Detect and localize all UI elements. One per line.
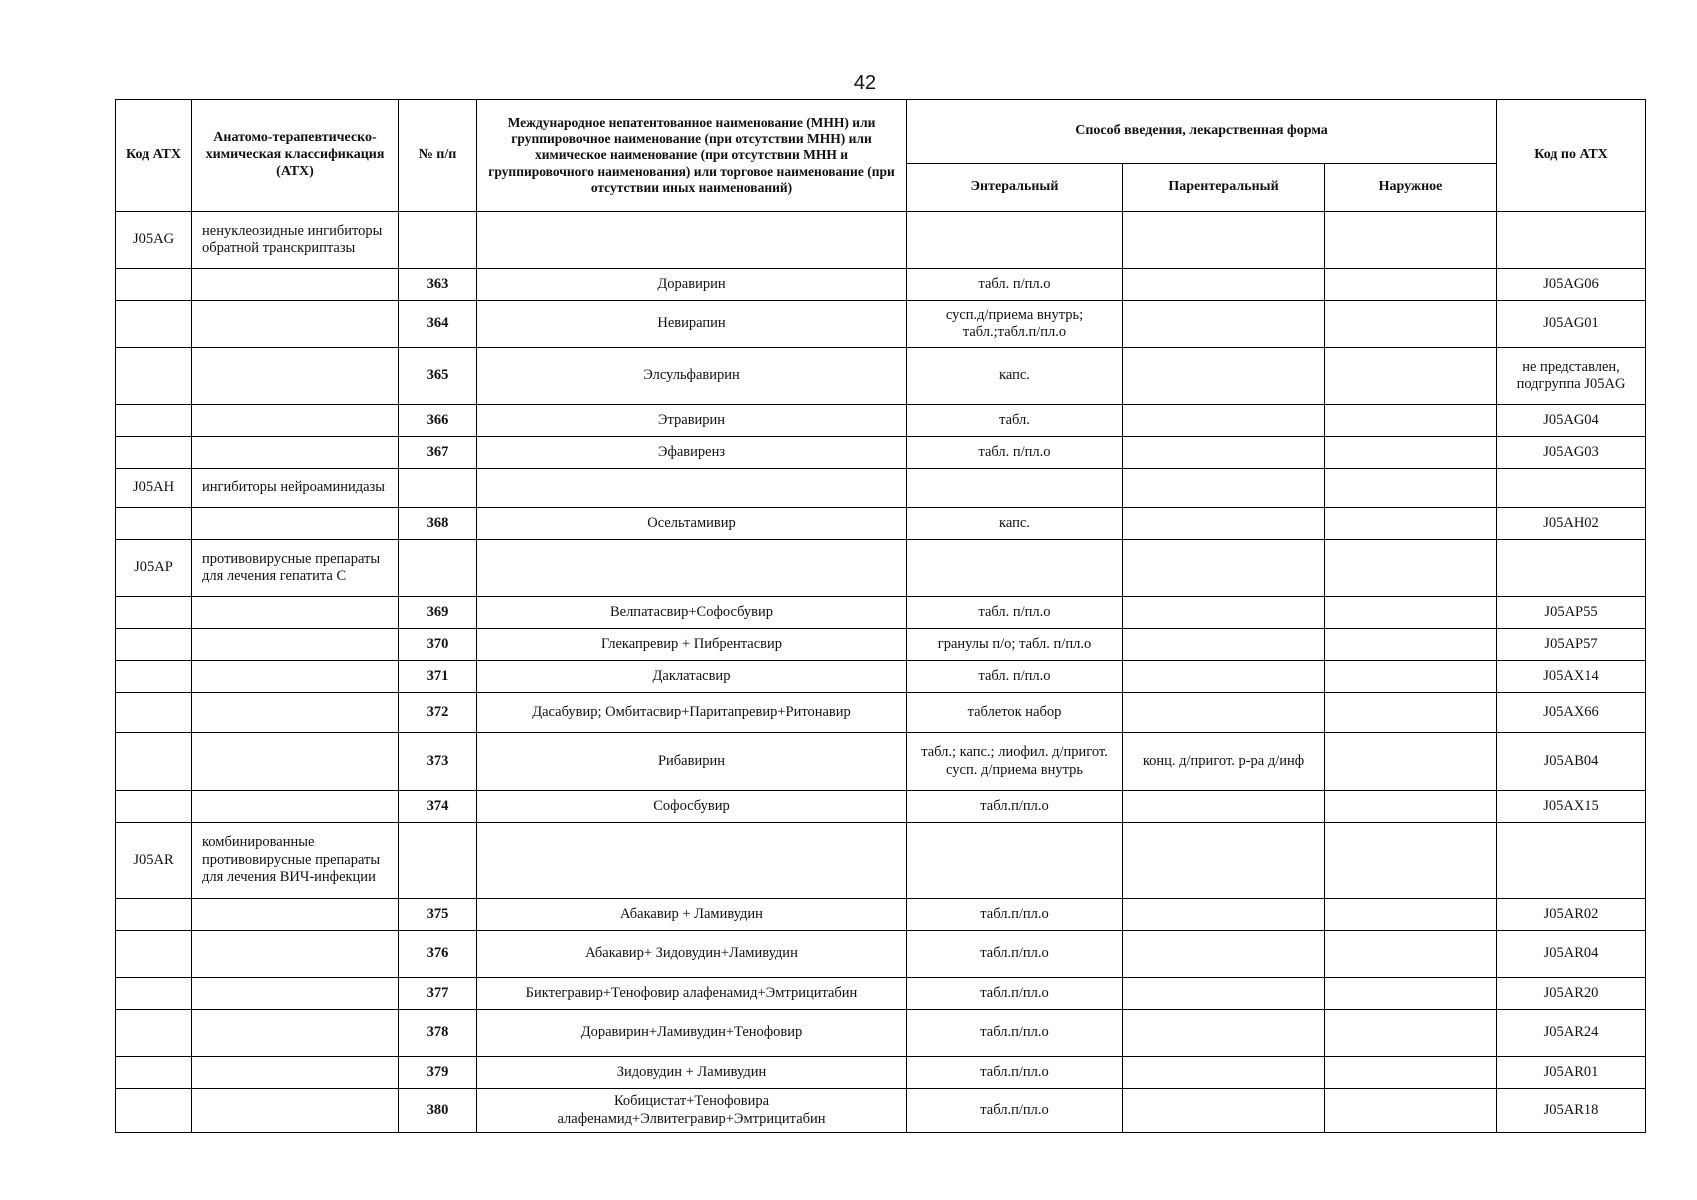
- cell-external: [1325, 733, 1497, 791]
- cell-enteral: капс.: [907, 508, 1123, 540]
- cell-external: [1325, 978, 1497, 1010]
- header-name: Международное непатентованное наименование (МНН) или группировочное наименование (при отсутствии МНН) или химическое наименование (при отсутствии МНН и группировочного наименования) или торговое наименование (при отсутствии иных наименований): [477, 100, 907, 212]
- cell-number: 380: [399, 1089, 477, 1133]
- cell-code-by-atx: J05AR01: [1497, 1057, 1646, 1089]
- cell-code-atx: J05AP: [116, 540, 192, 597]
- header-number: № п/п: [399, 100, 477, 212]
- cell-code-atx: [116, 931, 192, 978]
- cell-code-atx: [116, 301, 192, 348]
- cell-code-atx: [116, 1057, 192, 1089]
- cell-external: [1325, 405, 1497, 437]
- cell-classification: [192, 693, 399, 733]
- cell-name: Этравирин: [477, 405, 907, 437]
- cell-classification: [192, 1089, 399, 1133]
- cell-code-atx: [116, 348, 192, 405]
- cell-code-by-atx: [1497, 469, 1646, 508]
- group-row: [116, 212, 1646, 269]
- header-parenteral: Парентеральный: [1123, 164, 1325, 212]
- cell-classification: [192, 1010, 399, 1057]
- cell-classification: [192, 899, 399, 931]
- cell-name: [477, 540, 907, 597]
- cell-code-by-atx: J05AR02: [1497, 899, 1646, 931]
- table-row: [116, 405, 1646, 437]
- cell-code-by-atx: J05AR18: [1497, 1089, 1646, 1133]
- cell-code-by-atx: [1497, 823, 1646, 899]
- cell-enteral: табл. п/пл.о: [907, 437, 1123, 469]
- cell-name: Софосбувир: [477, 791, 907, 823]
- cell-name: Доравирин: [477, 269, 907, 301]
- cell-number: 375: [399, 899, 477, 931]
- cell-parenteral: [1123, 1057, 1325, 1089]
- cell-parenteral: [1123, 661, 1325, 693]
- cell-name: Абакавир + Ламивудин: [477, 899, 907, 931]
- cell-classification: [192, 597, 399, 629]
- cell-enteral: [907, 540, 1123, 597]
- cell-number: 364: [399, 301, 477, 348]
- cell-code-by-atx: J05AG06: [1497, 269, 1646, 301]
- cell-enteral: сусп.д/приема внутрь; табл.;табл.п/пл.о: [907, 301, 1123, 348]
- cell-number: 363: [399, 269, 477, 301]
- cell-parenteral: [1123, 508, 1325, 540]
- group-row: [116, 540, 1646, 597]
- table-row: [116, 1010, 1646, 1057]
- cell-number: [399, 212, 477, 269]
- cell-name: Велпатасвир+Софосбувир: [477, 597, 907, 629]
- cell-enteral: табл.п/пл.о: [907, 1089, 1123, 1133]
- cell-number: 376: [399, 931, 477, 978]
- cell-number: 379: [399, 1057, 477, 1089]
- cell-external: [1325, 469, 1497, 508]
- header-external: Наружное: [1325, 164, 1497, 212]
- cell-classification: [192, 661, 399, 693]
- cell-code-atx: [116, 629, 192, 661]
- cell-code-by-atx: J05AR24: [1497, 1010, 1646, 1057]
- cell-parenteral: [1123, 212, 1325, 269]
- cell-external: [1325, 301, 1497, 348]
- cell-external: [1325, 1089, 1497, 1133]
- header-enteral: Энтеральный: [907, 164, 1123, 212]
- cell-parenteral: [1123, 540, 1325, 597]
- cell-name: Эфавиренз: [477, 437, 907, 469]
- cell-code-by-atx: J05AR20: [1497, 978, 1646, 1010]
- table-row: [116, 1057, 1646, 1089]
- cell-classification: ненуклеозидные ингибиторы обратной транскриптазы: [192, 212, 399, 269]
- cell-classification: [192, 405, 399, 437]
- cell-parenteral: [1123, 301, 1325, 348]
- cell-classification: противовирусные препараты для лечения гепатита С: [192, 540, 399, 597]
- cell-number: 368: [399, 508, 477, 540]
- cell-number: 374: [399, 791, 477, 823]
- cell-code-atx: [116, 437, 192, 469]
- cell-code-atx: [116, 733, 192, 791]
- table-row: [116, 348, 1646, 405]
- cell-external: [1325, 693, 1497, 733]
- cell-name: Дасабувир; Омбитасвир+Паритапревир+Ритонавир: [477, 693, 907, 733]
- cell-enteral: табл. п/пл.о: [907, 597, 1123, 629]
- cell-code-atx: J05AR: [116, 823, 192, 899]
- cell-external: [1325, 899, 1497, 931]
- cell-enteral: капс.: [907, 348, 1123, 405]
- cell-parenteral: [1123, 899, 1325, 931]
- cell-code-by-atx: J05AB04: [1497, 733, 1646, 791]
- cell-external: [1325, 597, 1497, 629]
- cell-classification: ингибиторы нейроаминидазы: [192, 469, 399, 508]
- cell-enteral: табл.п/пл.о: [907, 1010, 1123, 1057]
- table-row: [116, 931, 1646, 978]
- cell-classification: комбинированные противовирусные препараты для лечения ВИЧ-инфекции: [192, 823, 399, 899]
- cell-name: Невирапин: [477, 301, 907, 348]
- cell-name: [477, 212, 907, 269]
- cell-code-by-atx: [1497, 212, 1646, 269]
- cell-number: 371: [399, 661, 477, 693]
- cell-enteral: табл.п/пл.о: [907, 978, 1123, 1010]
- cell-name: [477, 469, 907, 508]
- cell-classification: [192, 348, 399, 405]
- cell-parenteral: [1123, 405, 1325, 437]
- cell-enteral: [907, 469, 1123, 508]
- cell-enteral: таблеток набор: [907, 693, 1123, 733]
- group-row: [116, 823, 1646, 899]
- cell-classification: [192, 269, 399, 301]
- cell-code-atx: [116, 269, 192, 301]
- cell-code-atx: J05AH: [116, 469, 192, 508]
- cell-classification: [192, 508, 399, 540]
- cell-external: [1325, 437, 1497, 469]
- cell-enteral: [907, 212, 1123, 269]
- cell-parenteral: [1123, 1010, 1325, 1057]
- cell-external: [1325, 931, 1497, 978]
- cell-name: Даклатасвир: [477, 661, 907, 693]
- table-row: [116, 1089, 1646, 1133]
- table-row: [116, 437, 1646, 469]
- cell-enteral: табл.; капс.; лиофил. д/пригот. сусп. д/приема внутрь: [907, 733, 1123, 791]
- table-body: [116, 212, 1646, 1133]
- cell-classification: [192, 629, 399, 661]
- cell-enteral: [907, 823, 1123, 899]
- cell-number: [399, 540, 477, 597]
- cell-classification: [192, 978, 399, 1010]
- cell-external: [1325, 212, 1497, 269]
- cell-code-atx: [116, 1089, 192, 1133]
- cell-parenteral: [1123, 469, 1325, 508]
- cell-external: [1325, 629, 1497, 661]
- cell-enteral: табл.п/пл.о: [907, 791, 1123, 823]
- header-classification: Анатомо-терапевтическо-химическая классификация (АТХ): [192, 100, 399, 212]
- cell-classification: [192, 301, 399, 348]
- cell-code-by-atx: [1497, 540, 1646, 597]
- cell-classification: [192, 791, 399, 823]
- cell-code-atx: [116, 791, 192, 823]
- cell-code-by-atx: J05AX15: [1497, 791, 1646, 823]
- cell-code-by-atx: J05AP55: [1497, 597, 1646, 629]
- group-row: [116, 469, 1646, 508]
- cell-parenteral: конц. д/пригот. р-ра д/инф: [1123, 733, 1325, 791]
- cell-parenteral: [1123, 978, 1325, 1010]
- page-number: 42: [853, 72, 877, 94]
- cell-classification: [192, 931, 399, 978]
- cell-parenteral: [1123, 1089, 1325, 1133]
- cell-name: Элсульфавирин: [477, 348, 907, 405]
- cell-name: Осельтамивир: [477, 508, 907, 540]
- cell-external: [1325, 1057, 1497, 1089]
- cell-code-atx: [116, 693, 192, 733]
- cell-number: 366: [399, 405, 477, 437]
- header-code-by-atx: Код по АТХ: [1497, 100, 1646, 212]
- cell-number: 373: [399, 733, 477, 791]
- cell-number: 369: [399, 597, 477, 629]
- cell-parenteral: [1123, 693, 1325, 733]
- cell-number: 370: [399, 629, 477, 661]
- table-row: [116, 301, 1646, 348]
- cell-parenteral: [1123, 348, 1325, 405]
- cell-code-atx: [116, 978, 192, 1010]
- cell-parenteral: [1123, 629, 1325, 661]
- cell-code-by-atx: не представлен, подгруппа J05AG: [1497, 348, 1646, 405]
- cell-code-by-atx: J05AR04: [1497, 931, 1646, 978]
- cell-parenteral: [1123, 791, 1325, 823]
- table-row: [116, 508, 1646, 540]
- cell-number: 365: [399, 348, 477, 405]
- table-row: [116, 629, 1646, 661]
- cell-enteral: табл.: [907, 405, 1123, 437]
- cell-name: Доравирин+Ламивудин+Тенофовир: [477, 1010, 907, 1057]
- cell-number: 377: [399, 978, 477, 1010]
- header-route-group: Способ введения, лекарственная форма: [907, 100, 1497, 164]
- cell-code-by-atx: J05AX66: [1497, 693, 1646, 733]
- cell-name: Глекапревир + Пибрентасвир: [477, 629, 907, 661]
- cell-name: Зидовудин + Ламивудин: [477, 1057, 907, 1089]
- cell-number: [399, 823, 477, 899]
- cell-code-atx: [116, 661, 192, 693]
- cell-parenteral: [1123, 823, 1325, 899]
- table-header: [116, 100, 1646, 212]
- cell-number: 378: [399, 1010, 477, 1057]
- cell-external: [1325, 540, 1497, 597]
- table-row: [116, 597, 1646, 629]
- cell-enteral: табл.п/пл.о: [907, 1057, 1123, 1089]
- table-row: [116, 661, 1646, 693]
- cell-number: 372: [399, 693, 477, 733]
- cell-external: [1325, 1010, 1497, 1057]
- table-row: [116, 899, 1646, 931]
- cell-code-atx: J05AG: [116, 212, 192, 269]
- cell-code-by-atx: J05AG01: [1497, 301, 1646, 348]
- cell-name: Кобицистат+Тенофовира алафенамид+Элвитегравир+Эмтрицитабин: [477, 1089, 907, 1133]
- cell-code-atx: [116, 1010, 192, 1057]
- cell-external: [1325, 269, 1497, 301]
- cell-code-by-atx: J05AX14: [1497, 661, 1646, 693]
- cell-external: [1325, 823, 1497, 899]
- cell-enteral: табл.п/пл.о: [907, 899, 1123, 931]
- drug-table: [115, 99, 1646, 1133]
- cell-external: [1325, 791, 1497, 823]
- cell-code-atx: [116, 597, 192, 629]
- table-row: [116, 733, 1646, 791]
- table-row: [116, 791, 1646, 823]
- cell-classification: [192, 1057, 399, 1089]
- table-row: [116, 978, 1646, 1010]
- cell-name: Биктегравир+Тенофовир алафенамид+Эмтрицитабин: [477, 978, 907, 1010]
- cell-number: 367: [399, 437, 477, 469]
- cell-name: [477, 823, 907, 899]
- cell-enteral: табл.п/пл.о: [907, 931, 1123, 978]
- cell-external: [1325, 508, 1497, 540]
- cell-parenteral: [1123, 931, 1325, 978]
- cell-parenteral: [1123, 437, 1325, 469]
- table-row: [116, 693, 1646, 733]
- cell-name: Рибавирин: [477, 733, 907, 791]
- cell-parenteral: [1123, 269, 1325, 301]
- cell-code-by-atx: J05AP57: [1497, 629, 1646, 661]
- cell-enteral: табл. п/пл.о: [907, 661, 1123, 693]
- cell-classification: [192, 733, 399, 791]
- header-code-atx: Код АТХ: [116, 100, 192, 212]
- cell-parenteral: [1123, 597, 1325, 629]
- cell-code-atx: [116, 508, 192, 540]
- cell-name: Абакавир+ Зидовудин+Ламивудин: [477, 931, 907, 978]
- cell-classification: [192, 437, 399, 469]
- cell-enteral: гранулы п/о; табл. п/пл.о: [907, 629, 1123, 661]
- cell-code-by-atx: J05AG03: [1497, 437, 1646, 469]
- cell-code-by-atx: J05AG04: [1497, 405, 1646, 437]
- cell-code-atx: [116, 899, 192, 931]
- cell-code-by-atx: J05AH02: [1497, 508, 1646, 540]
- cell-number: [399, 469, 477, 508]
- cell-enteral: табл. п/пл.о: [907, 269, 1123, 301]
- table-row: [116, 269, 1646, 301]
- cell-external: [1325, 661, 1497, 693]
- cell-external: [1325, 348, 1497, 405]
- cell-code-atx: [116, 405, 192, 437]
